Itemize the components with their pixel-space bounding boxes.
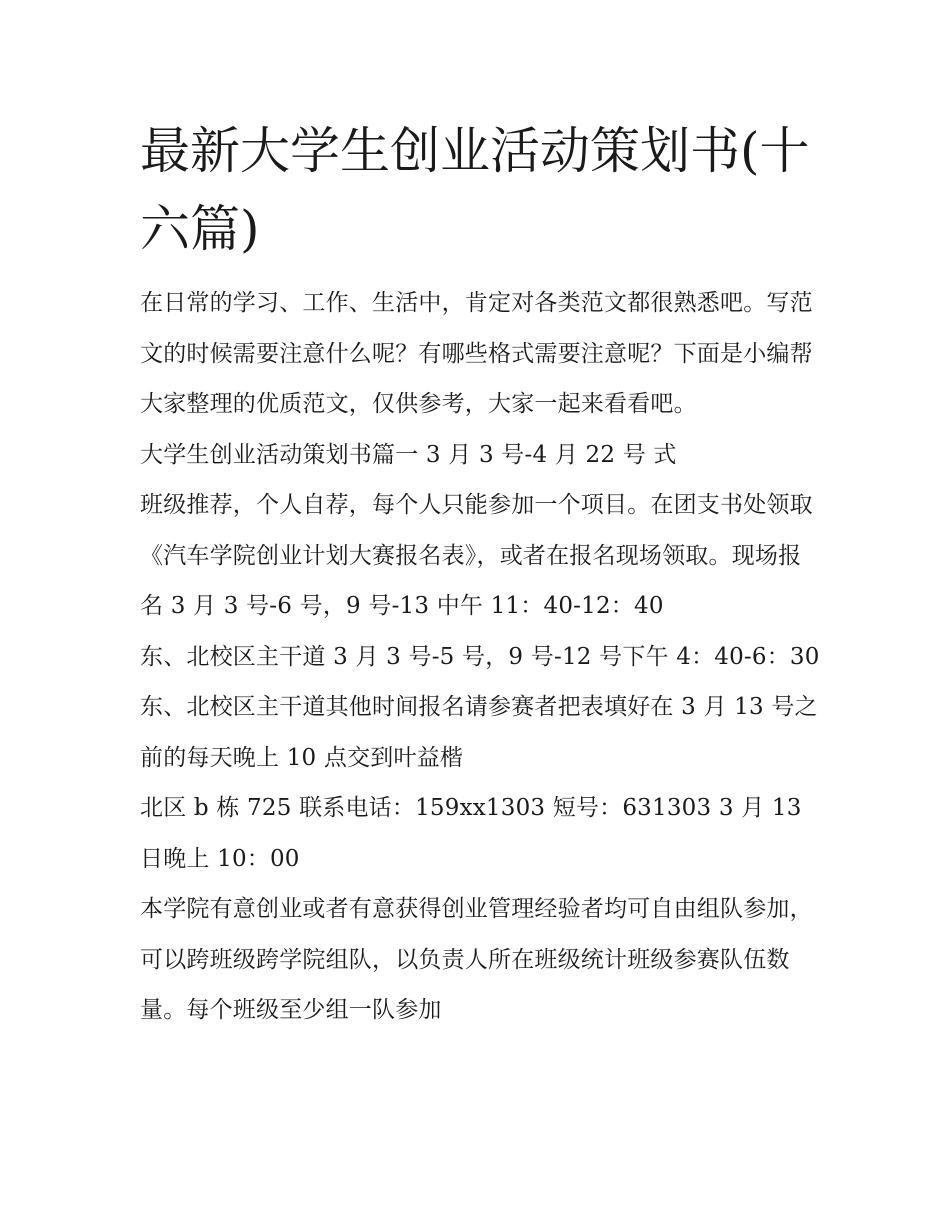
document-page [140,112,820,1036]
paragraph-location-east-north: 东、北校区主干道 3 月 3 号-5 号，9 号-12 号下午 4：40-6：30 [140,643,820,670]
paragraph-contact: 北区 b 栋 725 联系电话：159xx1303 短号：631303 3 月 13 日晚上 10：00 [140,795,802,872]
paragraph-section-one: 大学生创业活动策划书篇一 3 月 3 号-4 月 22 号 式 [140,441,677,468]
paragraph-intro: 在日常的学习、工作、生活中，肯定对各类范文都很熟悉吧。写范文的时候需要注意什么呢？有哪些格式需要注意呢？下面是小编帮大家整理的优质范文，仅供参考，大家一起来看看吧。 [140,290,813,417]
document-title: 最新大学生创业活动策划书(十六篇) [140,122,810,258]
paragraph-registration: 班级推荐，个人自荐，每个人只能参加一个项目。在团支书处领取《汽车学院创业计划大赛报名表》，或者在报名现场领取。现场报名 3 月 3 号-6 号，9 号-13 中午 11：40-12：40 [140,492,813,619]
paragraph-other-times: 东、北校区主干道其他时间报名请参赛者把表填好在 3 月 13 号之前的每天晚上 10 点交到叶益楷 [140,694,818,771]
paragraph-eligibility: 本学院有意创业或者有意获得创业管理经验者均可自由组队参加，可以跨班级跨学院组队，以负责人所在班级统计班级参赛队伍数量。每个班级至少组一队参加 [140,896,813,1023]
